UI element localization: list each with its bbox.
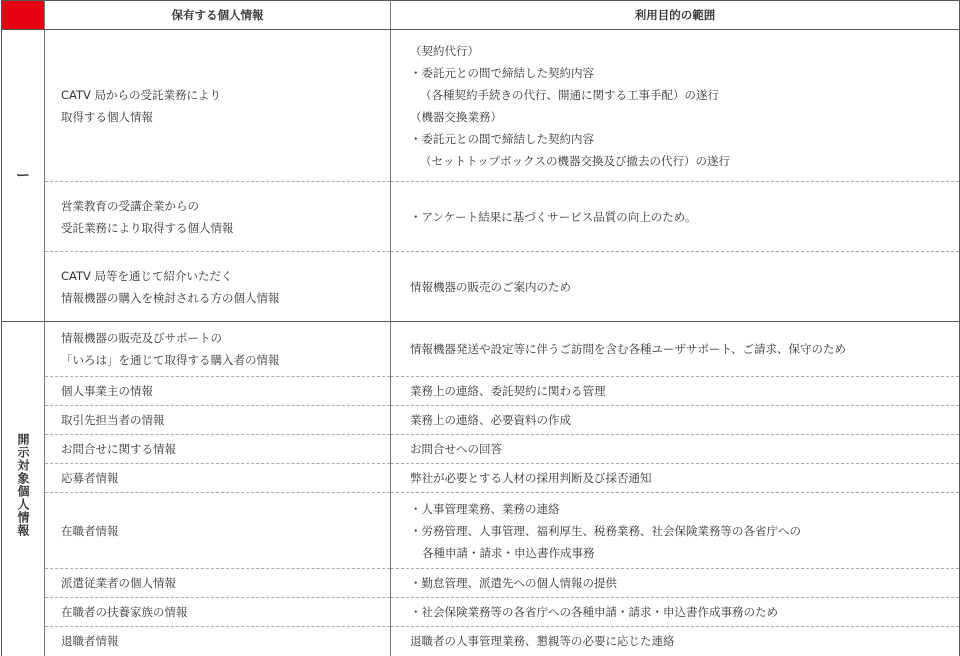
- info-text: 在職者の扶養家族の情報: [61, 605, 188, 619]
- info-cell: [45, 464, 391, 493]
- purpose-text: 退職者の人事管理業務、懇親等の必要に応じた連絡: [410, 634, 675, 649]
- purpose-text: 弊社が必要とする人材の採用判断及び採否通知: [410, 471, 652, 485]
- table-row: [2, 493, 960, 569]
- category-label: 開示対象個人情報: [16, 433, 30, 538]
- info-text: 「いろは」を通じて取得する購入者の情報: [61, 353, 280, 367]
- info-cell: [45, 493, 391, 569]
- purpose-cell: [391, 598, 960, 627]
- table-row: [2, 30, 960, 182]
- info-text: 営業教育の受講企業からの: [61, 198, 199, 213]
- header-info: 保有する個人情報: [45, 1, 391, 30]
- info-cell: [45, 322, 391, 377]
- info-text: 退職者情報: [61, 634, 119, 649]
- table-header-row: [2, 1, 960, 30]
- info-cell: [45, 406, 391, 435]
- purpose-cell: [391, 435, 960, 464]
- table-row: [2, 182, 960, 252]
- purpose-text: （機器交換業務）: [410, 109, 502, 124]
- table-row: [2, 569, 960, 598]
- purpose-text: ・委託元との間で締結した契約内容: [410, 131, 594, 146]
- info-text: 取得する個人情報: [61, 109, 153, 124]
- privacy-info-table: [1, 0, 960, 656]
- info-text: 情報機器の購入を検討される方の個人情報: [61, 290, 280, 305]
- info-cell: [45, 627, 391, 656]
- category-cell: [2, 30, 45, 322]
- purpose-text: 業務上の連絡、委託契約に関わる管理: [410, 384, 606, 398]
- purpose-cell: [391, 377, 960, 406]
- purpose-text: ・人事管理業務、業務の連絡: [410, 501, 560, 516]
- info-cell: [45, 435, 391, 464]
- purpose-cell: [391, 493, 960, 569]
- table-row: [2, 322, 960, 377]
- purpose-text: （セットトップボックスの機器交換及び撤去の代行）の遂行: [420, 153, 731, 168]
- purpose-text: ・委託元との間で締結した契約内容: [410, 65, 594, 80]
- purpose-text: 情報機器の販売のご案内のため: [410, 279, 571, 294]
- purpose-text: ・社会保険業務等の各省庁への各種申請・請求・申込書作成事務のため: [410, 605, 778, 619]
- purpose-cell: [391, 30, 960, 182]
- purpose-cell: [391, 182, 960, 252]
- purpose-text: ・アンケート結果に基づくサービス品質の向上のため。: [410, 209, 697, 224]
- purpose-text: 業務上の連絡、必要資料の作成: [410, 413, 571, 427]
- info-text: 在職者情報: [61, 523, 119, 538]
- header-corner-accent: [2, 1, 45, 30]
- table-row: [2, 627, 960, 656]
- info-text: お問合せに関する情報: [61, 442, 176, 456]
- table-row: [2, 406, 960, 435]
- info-cell: [45, 30, 391, 182]
- info-text: CATV 局等を通じて紹介いただく: [61, 268, 233, 283]
- purpose-cell: [391, 252, 960, 322]
- category-cell: [2, 322, 45, 656]
- info-text: 応募者情報: [61, 471, 119, 485]
- info-cell: [45, 252, 391, 322]
- info-cell: [45, 569, 391, 598]
- table-row: [2, 464, 960, 493]
- table-row: [2, 252, 960, 322]
- header-purpose: 利用目的の範囲: [391, 1, 960, 30]
- info-text: 情報機器の販売及びサポートの: [61, 331, 222, 345]
- purpose-text: お問合せへの回答: [410, 442, 502, 456]
- purpose-text: 情報機器発送や設定等に伴うご訪問を含む各種ユーザサポート、ご請求、保守のため: [410, 342, 846, 356]
- purpose-cell: [391, 627, 960, 656]
- info-text: 個人事業主の情報: [61, 384, 153, 398]
- category-label: ー: [16, 167, 30, 184]
- info-cell: [45, 598, 391, 627]
- purpose-cell: [391, 464, 960, 493]
- info-text: 派遣従業者の個人情報: [61, 576, 176, 590]
- info-cell: [45, 182, 391, 252]
- purpose-text: （各種契約手続きの代行、開通に関する工事手配）の遂行: [420, 87, 719, 102]
- info-text: CATV 局からの受託業務により: [61, 87, 222, 102]
- purpose-cell: [391, 569, 960, 598]
- info-text: 受託業務により取得する個人情報: [61, 220, 234, 235]
- table-row: [2, 435, 960, 464]
- purpose-text: （契約代行）: [410, 43, 479, 58]
- table-row: [2, 377, 960, 406]
- purpose-text: 各種申請・請求・申込書作成事務: [422, 545, 595, 560]
- purpose-text: ・労務管理、人事管理、福利厚生、税務業務、社会保険業務等の各省庁への: [410, 523, 801, 538]
- info-cell: [45, 377, 391, 406]
- purpose-text: ・勤怠管理、派遣先への個人情報の提供: [410, 576, 617, 590]
- purpose-cell: [391, 322, 960, 377]
- table-row: [2, 598, 960, 627]
- purpose-cell: [391, 406, 960, 435]
- info-text: 取引先担当者の情報: [61, 413, 165, 427]
